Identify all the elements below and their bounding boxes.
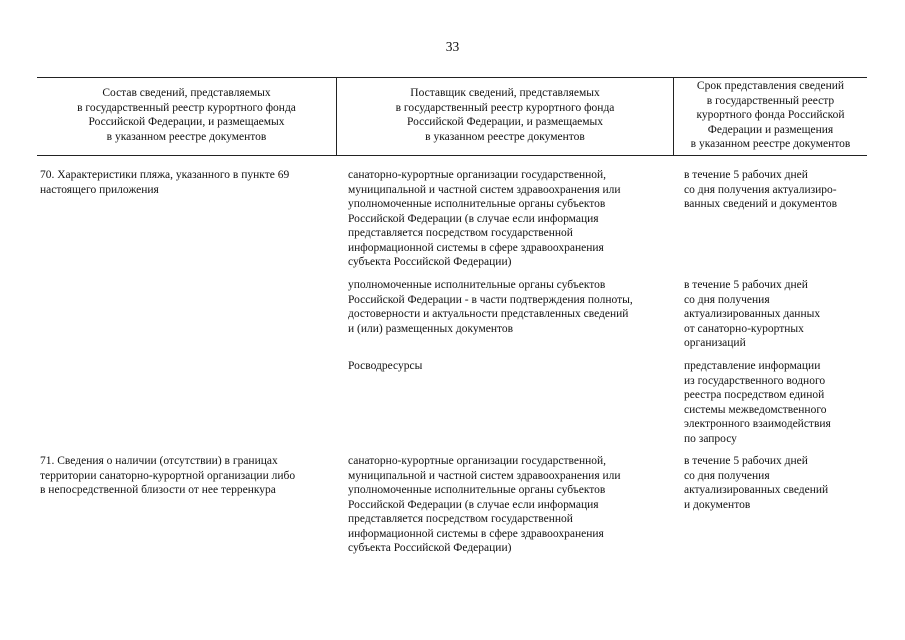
column-header-composition: Состав сведений, представляемых в государственный реестр курортного фонда Российской Федерации, и размещаемых в указанном реестре документов bbox=[77, 87, 296, 143]
table-header-bottom-border bbox=[37, 155, 867, 156]
row-70-deadline-1: в течение 5 рабочих дней со дня получения актуализиро- ванных сведений и документов bbox=[684, 169, 837, 210]
page-number: 33 bbox=[445, 39, 460, 54]
row-70-provider-3: Росводресурсы bbox=[348, 360, 423, 372]
row-70-item: 70. Характеристики пляжа, указанного в пункте 69 настоящего приложения bbox=[40, 169, 290, 196]
row-70-deadline-3: представление информации из государственного водного реестра посредством единой системы межведомственного электронного взаимодействия по запросу bbox=[684, 360, 831, 445]
row-70-deadline-2: в течение 5 рабочих дней со дня получения актуализированных данных от санаторно-курортных организаций bbox=[684, 279, 821, 349]
table-top-border bbox=[37, 77, 867, 78]
column-header-deadline: Срок представления сведений в государственный реестр курортного фонда Российской Федерации и размещения в указанном реестре документов bbox=[690, 80, 851, 150]
column-header-provider: Поставщик сведений, представляемых в государственный реестр курортного фонда Российской Федерации, и размещаемых в указанном реестре документов bbox=[395, 87, 615, 143]
row-70-provider-2: уполномоченные исполнительные органы субъектов Российской Федерации - в части подтверждения полноты, достоверности и актуальности представленных сведений и (или) размещенных документов bbox=[348, 279, 633, 335]
row-71-item: 71. Сведения о наличии (отсутствии) в границах территории санаторно-курортной организации либо в непосредственной близости от нее терренкура bbox=[40, 455, 296, 496]
row-71-provider-1: санаторно-курортные организации государственной, муниципальной и частной систем здравоохранения или уполномоченные исполнительные органы субъектов Российской Федерации (в случае если информация представляется посредством государственной информационной системы в сфере здравоохранения субъекта Российской Федерации) bbox=[348, 455, 621, 554]
row-70-provider-1: санаторно-курортные организации государственной, муниципальной и частной систем здравоохранения или уполномоченные исполнительные органы субъектов Российской Федерации (в случае если информация представляется посредством государственной информационной системы в сфере здравоохранения субъекта Российской Федерации) bbox=[348, 169, 621, 268]
row-71-deadline-1: в течение 5 рабочих дней со дня получения актуализированных сведений и документов bbox=[684, 455, 829, 511]
